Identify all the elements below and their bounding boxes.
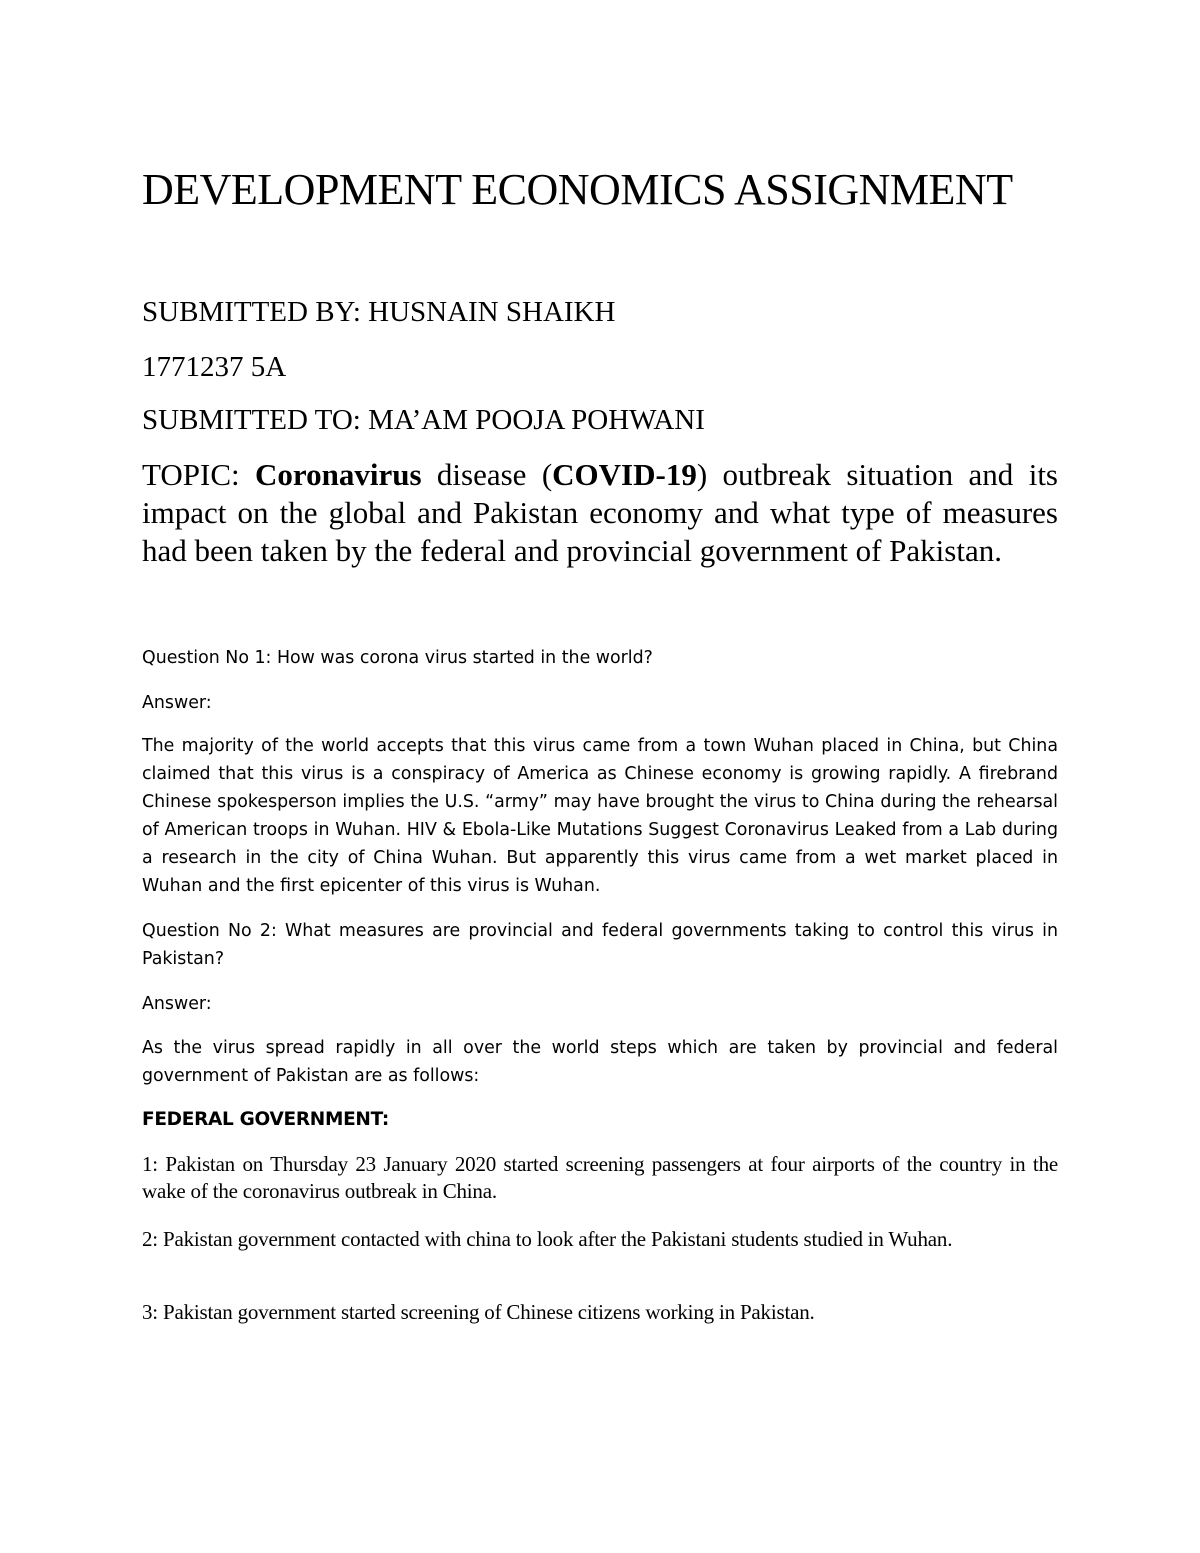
- topic-text-1: disease (: [421, 457, 553, 492]
- federal-item-3-text: Pakistan government started screening of Chinese citizens working in Pakistan.: [157, 1300, 815, 1324]
- question-2: Question No 2: What measures are provincial and federal governments taking to control this virus in Pakistan?: [142, 921, 1058, 969]
- answer-2-text: As the virus spread rapidly in all over the world steps which are taken by provincial and federal government of Pakistan are as follows:: [142, 1038, 1058, 1086]
- submitted-to: SUBMITTED TO: MA’AM POOJA POHWANI: [142, 404, 705, 436]
- federal-item-1-text: Pakistan on Thursday 23 January 2020 started screening passengers at four airports of the country in the wake of the coronavirus outbreak in China.: [142, 1152, 1058, 1203]
- federal-item-3: [142, 1299, 1058, 1326]
- federal-item-1-number: 1:: [142, 1152, 158, 1176]
- topic-paragraph: [142, 456, 1058, 570]
- topic-bold-coronavirus: Coronavirus: [255, 457, 422, 492]
- federal-item-2-text: Pakistan government contacted with china to look after the Pakistani students studied in Wuhan.: [157, 1227, 953, 1251]
- topic-prefix: TOPIC:: [142, 457, 256, 492]
- answer-1-text: The majority of the world accepts that this virus came from a town Wuhan placed in China, but China claimed that this virus is a conspiracy of America as Chinese economy is growing rapidly. A firebrand Chinese spokesperson implies the U.S. “army” may have brought the virus to China during the rehearsal of American troops in Wuhan. HIV & Ebola-Like Mutations Suggest Coronavirus Leaked from a Lab during a research in the city of China Wuhan. But apparently this virus came from a wet market placed in Wuhan and the first epicenter of this virus is Wuhan.: [142, 736, 1058, 896]
- question-1: Question No 1: How was corona virus started in the world?: [142, 648, 653, 668]
- federal-item-3-number: 3:: [142, 1300, 158, 1324]
- answer-1-label: Answer:: [142, 693, 212, 713]
- federal-item-2: [142, 1226, 1058, 1253]
- federal-item-2-number: 2:: [142, 1227, 158, 1251]
- document-title: DEVELOPMENT ECONOMICS ASSIGNMENT: [142, 165, 1013, 214]
- student-id: 1771237 5A: [142, 351, 287, 383]
- topic-text-2: ) outbreak situation and its impact on the global and Pakistan economy and what type of measures had been taken by the federal and provincial government of Pakistan.: [142, 457, 1058, 568]
- federal-item-1: [142, 1151, 1058, 1205]
- submitted-by: SUBMITTED BY: HUSNAIN SHAIKH: [142, 296, 616, 328]
- answer-2-label: Answer:: [142, 994, 212, 1014]
- topic-bold-covid: COVID-19: [552, 457, 697, 492]
- federal-government-heading: FEDERAL GOVERNMENT:: [142, 1109, 389, 1130]
